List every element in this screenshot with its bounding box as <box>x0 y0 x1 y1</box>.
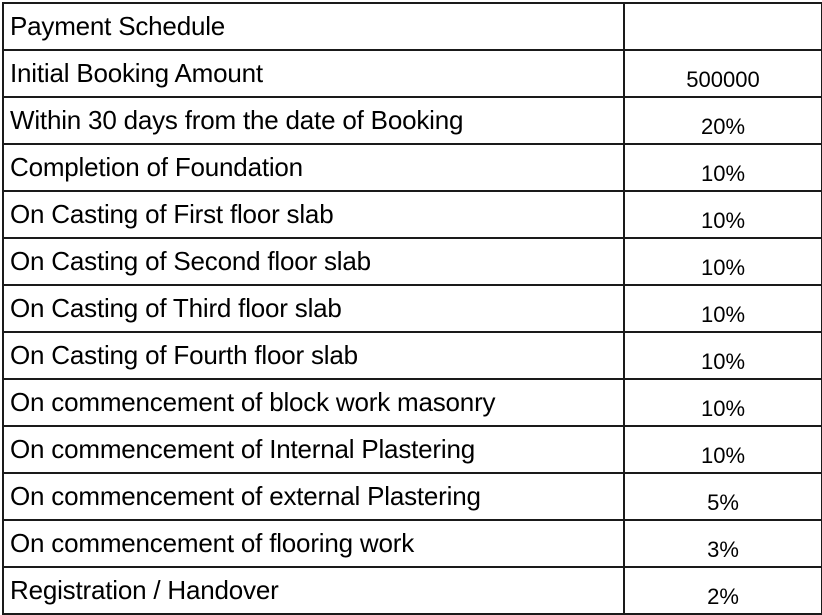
milestone-label: On Casting of First floor slab <box>3 191 624 238</box>
table-row <box>3 379 822 426</box>
milestone-label: Registration / Handover <box>3 567 624 614</box>
payment-value: 2% <box>624 567 822 614</box>
payment-value: 10% <box>624 238 822 285</box>
milestone-label: On commencement of external Plastering <box>3 473 624 520</box>
payment-value: 10% <box>624 332 822 379</box>
payment-value: 20% <box>624 97 822 144</box>
milestone-label: Initial Booking Amount <box>3 50 624 97</box>
table-row <box>3 426 822 473</box>
table-row <box>3 191 822 238</box>
table-row <box>3 50 822 97</box>
table-header-row <box>3 3 822 50</box>
milestone-label: Completion of Foundation <box>3 144 624 191</box>
milestone-label: On commencement of block work masonry <box>3 379 624 426</box>
table-title-value <box>624 3 822 50</box>
table-row <box>3 144 822 191</box>
table-row <box>3 285 822 332</box>
payment-value: 10% <box>624 426 822 473</box>
table-row <box>3 332 822 379</box>
milestone-label: On Casting of Second floor slab <box>3 238 624 285</box>
milestone-label: On commencement of flooring work <box>3 520 624 567</box>
table-row <box>3 473 822 520</box>
payment-value: 10% <box>624 191 822 238</box>
payment-value: 5% <box>624 473 822 520</box>
payment-value: 10% <box>624 285 822 332</box>
milestone-label: On commencement of Internal Plastering <box>3 426 624 473</box>
table-title: Payment Schedule <box>3 3 624 50</box>
milestone-label: On Casting of Fourth floor slab <box>3 332 624 379</box>
payment-value: 3% <box>624 520 822 567</box>
table-row <box>3 567 822 614</box>
milestone-label: Within 30 days from the date of Booking <box>3 97 624 144</box>
payment-value: 500000 <box>624 50 822 97</box>
payment-value: 10% <box>624 144 822 191</box>
payment-value: 10% <box>624 379 822 426</box>
payment-schedule-table <box>2 2 822 615</box>
milestone-label: On Casting of Third floor slab <box>3 285 624 332</box>
table-row <box>3 97 822 144</box>
table-row <box>3 520 822 567</box>
table-row <box>3 238 822 285</box>
